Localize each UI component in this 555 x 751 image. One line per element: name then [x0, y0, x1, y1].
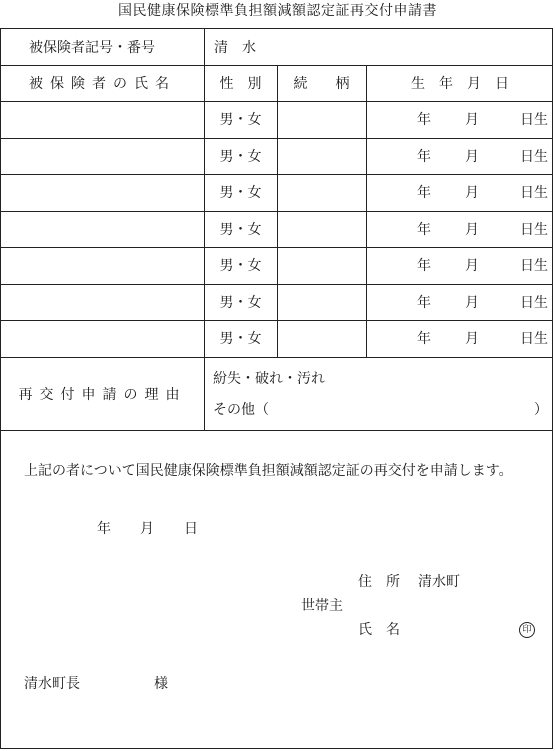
form-title: 国民健康保険標準負担額減額認定証再交付申請書 — [118, 3, 437, 19]
birth-day-unit: 日生 — [520, 185, 548, 201]
relation-cell[interactable] — [277, 284, 366, 320]
sex-select[interactable]: 男・女 — [219, 222, 262, 238]
sex-select[interactable]: 男・女 — [219, 185, 262, 201]
reissue-reason-label: 再交付申請の理由 — [18, 386, 187, 403]
sex-select[interactable]: 男・女 — [219, 331, 262, 347]
relation-cell[interactable] — [277, 211, 366, 247]
address-value[interactable]: 清水町 — [418, 574, 460, 590]
sex-select[interactable]: 男・女 — [219, 112, 262, 128]
birth-month-unit: 月 — [465, 295, 479, 311]
reason-option-other[interactable] — [213, 398, 269, 420]
birth-day-unit: 日生 — [520, 331, 548, 347]
insured-name-cell[interactable] — [1, 211, 204, 247]
relation-cell[interactable] — [277, 174, 366, 210]
insured-symbol-value[interactable]: 清 水 — [214, 40, 256, 56]
birth-year-unit: 年 — [417, 258, 431, 274]
birth-month-unit: 月 — [465, 331, 479, 347]
insured-symbol-label: 被保険者記号・番号 — [29, 40, 155, 56]
birth-year-unit: 年 — [417, 149, 431, 165]
insured-name-cell[interactable] — [1, 320, 204, 356]
date-year: 年 — [97, 521, 111, 537]
insured-name-cell[interactable] — [1, 101, 204, 137]
divider — [1, 430, 552, 431]
householder-label: 世帯主 — [301, 598, 343, 614]
addressee-honorific: 様 — [154, 676, 168, 692]
sex-select[interactable]: 男・女 — [219, 258, 262, 274]
insured-name-cell[interactable] — [1, 247, 204, 283]
birth-day-unit: 日生 — [520, 112, 548, 128]
applicant-name-label: 氏 名 — [358, 622, 400, 638]
relation-header: 続 柄 — [293, 76, 350, 92]
insured-name-cell[interactable] — [1, 138, 204, 174]
birth-year-unit: 年 — [417, 185, 431, 201]
sex-select[interactable]: 男・女 — [219, 295, 262, 311]
relation-cell[interactable] — [277, 138, 366, 174]
birth-year-unit: 年 — [417, 112, 431, 128]
relation-cell[interactable] — [277, 247, 366, 283]
relation-cell[interactable] — [277, 320, 366, 356]
address-label: 住 所 — [358, 574, 400, 590]
addressee-name: 清水町長 — [24, 676, 80, 692]
insured-name-header: 被保険者の氏名 — [29, 76, 176, 92]
birth-year-unit: 年 — [417, 331, 431, 347]
birth-month-unit: 月 — [465, 185, 479, 201]
date-day: 日 — [184, 521, 198, 537]
application-statement: 上記の者について国民健康保険標準負担額減額認定証の再交付を申請します。 — [24, 463, 513, 479]
insured-name-cell[interactable] — [1, 174, 204, 210]
relation-cell[interactable] — [277, 101, 366, 137]
sex-header: 性 別 — [219, 76, 262, 92]
date-month: 月 — [140, 521, 154, 537]
birth-day-unit: 日生 — [520, 222, 548, 238]
birth-year-unit: 年 — [417, 222, 431, 238]
birth-month-unit: 月 — [465, 258, 479, 274]
birth-day-unit: 日生 — [520, 295, 548, 311]
sex-select[interactable]: 男・女 — [219, 149, 262, 165]
birthdate-header: 生 年 月 日 — [411, 76, 509, 92]
reason-option-lost[interactable]: 紛失・破れ・汚れ — [213, 371, 325, 387]
birth-day-unit: 日生 — [520, 149, 548, 165]
reason-other-prefix: その他（ — [213, 402, 269, 418]
birth-day-unit: 日生 — [520, 258, 548, 274]
reason-other-suffix: ） — [534, 402, 548, 418]
birth-month-unit: 月 — [465, 149, 479, 165]
seal-icon: 印 — [519, 622, 535, 638]
birth-month-unit: 月 — [465, 222, 479, 238]
birth-year-unit: 年 — [417, 295, 431, 311]
form-frame — [0, 28, 553, 749]
insured-name-cell[interactable] — [1, 284, 204, 320]
birth-month-unit: 月 — [465, 112, 479, 128]
